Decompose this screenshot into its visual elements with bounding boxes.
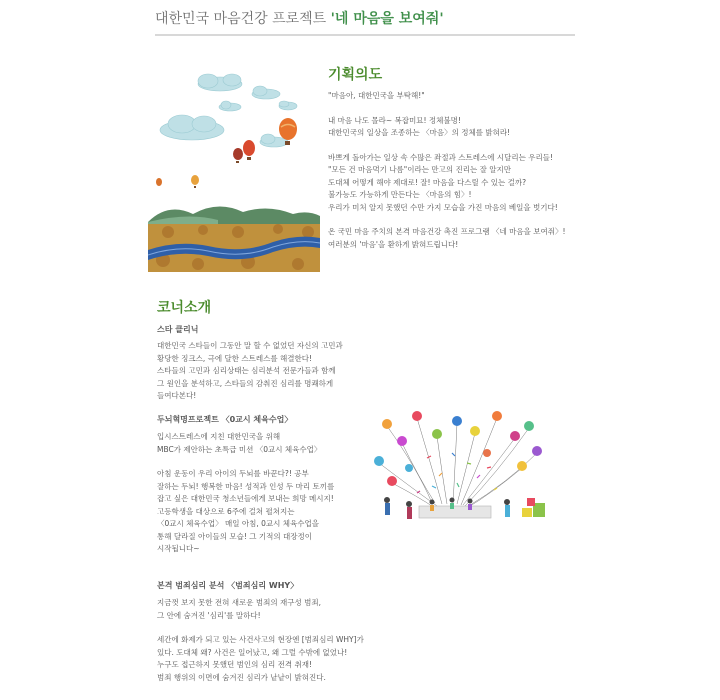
corner-line: 입시스트레스에 지친 대한민국을 위해 bbox=[157, 432, 281, 441]
corner-line: 대한민국 스타들이 그동안 말 할 수 없었던 자신의 고민과 bbox=[157, 341, 343, 350]
corner-body-crime-why bbox=[157, 597, 407, 684]
plan-body bbox=[328, 90, 588, 251]
corner-line: 스타들의 고민과 심리상태는 심리분석 전문가들과 함께 bbox=[157, 366, 336, 375]
balloons-landscape-illustration bbox=[148, 72, 320, 272]
page-title-accent: '네 마음을 보여줘' bbox=[330, 11, 444, 27]
corner-line: 세간에 화제가 되고 있는 사건사고의 현장엔 [범죄심리 WHY]가 bbox=[157, 635, 364, 644]
corner-line: 잘하는 두뇌! 행복한 마음! 성적과 인성 두 마리 토끼를 bbox=[157, 481, 335, 491]
corner-body-star-clinic bbox=[157, 340, 367, 403]
corner-line: 통해 달라질 아이들의 모습! 그 기적의 대장정이 bbox=[157, 531, 312, 541]
corner-heading-star-clinic: 스타 클리닉 bbox=[157, 325, 199, 334]
plan-line: 우리가 미처 알지 못했던 수만 가지 모습을 가진 마음의 베일을 벗기다! bbox=[328, 202, 558, 212]
corner-line: 범죄 행위의 이면에 숨겨진 심리가 낱낱이 밝혀진다. bbox=[157, 672, 326, 682]
corner-line: 그 안에 숨겨진 '심리'를 말하다! bbox=[157, 610, 261, 620]
plan-line: 여러분의 '마음'을 환하게 밝혀드립니다! bbox=[328, 239, 459, 249]
corner-section-title: 코너소개 bbox=[157, 300, 212, 316]
corner-line: 있다. 도대체 왜? 사건은 일어났고, 왜 그럴 수밖에 없었나! bbox=[157, 647, 348, 657]
plan-line: 불가능도 가능하게 만든다는 〈마음의 힘〉! bbox=[328, 190, 472, 199]
corner-line: 지금껏 보지 못한 전혀 새로운 범죄의 재구성 범죄, bbox=[157, 598, 321, 607]
corner-line: 잡고 싶은 대한민국 청소년들에게 보내는 희망 메시지! bbox=[157, 494, 334, 503]
page-header bbox=[155, 8, 575, 36]
corner-body-pe-class bbox=[157, 431, 367, 556]
plan-line: "마음아, 대한민국을 부탁해!" bbox=[328, 91, 425, 100]
corner-line: MBC가 제안하는 초특급 미션 〈0교시 체육수업〉 bbox=[157, 444, 322, 454]
plan-line: 온 국민 마음 주치의 본격 마음건강 촉진 프로그램 〈네 마음을 보여줘〉! bbox=[328, 227, 566, 236]
corner-line: 황당한 징크스, 극에 달한 스트레스를 해결한다! bbox=[157, 353, 312, 363]
plan-line: 바쁘게 돌아가는 일상 속 수많은 좌절과 스트레스에 시달리는 우리들! bbox=[328, 152, 553, 162]
corner-line: 그 원인을 분석하고, 스타들의 감춰진 심리를 명쾌하게 bbox=[157, 378, 334, 388]
corner-heading-pe-class: 두뇌혁명프로젝트 〈0교시 체육수업〉 bbox=[157, 415, 293, 424]
corner-line: 시작됩니다~ bbox=[157, 544, 200, 553]
plan-line: "모든 건 마음먹기 나름"이라는 만고의 진리는 잘 알지만 bbox=[328, 165, 511, 174]
corner-line: 고등학생을 대상으로 6주에 걸쳐 펼쳐지는 bbox=[157, 506, 295, 516]
corner-line: 아침 운동이 우리 아이의 두뇌를 바꾼다?! 공부 bbox=[157, 469, 309, 478]
corner-line: 〈0교시 체육수업〉 매일 아침, 0교시 체육수업을 bbox=[157, 519, 320, 528]
corner-heading-crime-why: 본격 범죄심리 분석 〈범죄심리 WHY〉 bbox=[157, 581, 299, 590]
party-balloons-illustration bbox=[357, 408, 552, 543]
page-title: 대한민국 마음건강 프로젝트 bbox=[155, 11, 331, 27]
corner-line: 누구도 접근하지 못했던 범인의 심리 전격 취재! bbox=[157, 660, 312, 669]
corner-line: 들여다본다! bbox=[157, 391, 197, 400]
plan-section-title: 기획의도 bbox=[328, 67, 383, 83]
plan-line: 도대체 어떻게 해야 제대로! 잘! 마음을 다스릴 수 있는 걸까? bbox=[328, 177, 527, 187]
plan-line: 내 마음 나도 몰라~ 복잡미묘! 정체불명! bbox=[328, 115, 461, 125]
plan-line: 대한민국의 일상을 조종하는 〈마음〉의 정체를 밝혀라! bbox=[328, 128, 511, 137]
